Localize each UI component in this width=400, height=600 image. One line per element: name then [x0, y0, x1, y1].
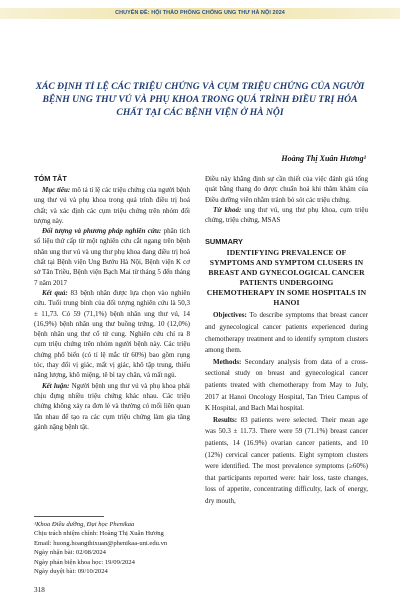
objectives-text-en: To describe symptoms that breast cancer and gynecological cancer patients experienced during chemotherapy treatment and to identify symptom clusters among them.	[205, 311, 368, 355]
footnote-divider	[34, 516, 104, 517]
footnote-approved-date: Ngày duyệt bài: 09/10/2024	[34, 568, 108, 576]
author-name: Hoàng Thị Xuân Hương¹	[281, 154, 366, 163]
objectives-paragraph-en	[205, 310, 368, 356]
journal-header-label: CHUYÊN ĐỀ: HỘI THẢO PHÒNG CHỐNG UNG THƯ HÀ NỘI 2024	[115, 10, 285, 16]
summary-heading-vn: TÓM TẮT	[34, 174, 67, 183]
article-title-vietnamese: XÁC ĐỊNH TỈ LỆ CÁC TRIỆU CHỨNG VÀ CỤM TRIỆU CHỨNG CỦA NGƯỜI BỆNH UNG THƯ VÚ VÀ PHỤ KHOA TRONG QUÁ TRÌNH ĐIỀU TRỊ HÓA CHẤT TẠI CÁC BỆNH VIỆN Ở HÀ NỘI	[35, 81, 365, 118]
summary-heading-en: SUMMARY	[205, 237, 243, 247]
journal-header-bar	[0, 8, 400, 19]
objective-paragraph-vn	[34, 185, 190, 226]
methods-text-en: Secondary analysis from data of a cross-sectional study on breast and gynecological cancer patients treated with chemotherapy from May to July, 2017 at Hanoi Oncology Hospital, Tan Trieu Campus of K Hospital, and Bach Mai hospital.	[205, 357, 368, 413]
right-column	[205, 174, 368, 508]
objective-text-vn: mô tả tỉ lệ các triệu chứng của người bệnh ung thư vú và phụ khoa trong quá trình điều trị hoá chất; và xác định các cụm triệu chứng trên nhóm đối tượng này.	[34, 186, 190, 225]
methods-label-en: Methods:	[213, 357, 242, 366]
results-text-en: 83 patients were selected. Their mean age was 50.3 ± 11.73. There were 59 (71.1%) breast cancer patients, 14 (16.9%) ovarian cancer patients, and 10 (12%) cervical cancer patients. Eight symptom clusters were identified. The most prevalence symptoms (≥60%) that participants reported were: hair loss, taste changes, loss of appetite, concentrating difficulty, lack of energy, dry mouth,	[205, 415, 368, 505]
footnote-received-date: Ngày nhận bài: 02/08/2024	[34, 549, 106, 557]
article-title-english: IDENTIFYING PREVALENCE OF SYMPTOMS AND SYMPTOM CLUSERS IN BREAST AND GYNECOLOGICAL CANCER PATIENTS UNDERGOING CHEMOTHERAPY IN SOME HOSPITALS IN HANOI	[206, 248, 367, 308]
keywords-label-vn: Từ khoá:	[213, 205, 242, 214]
results-label-en: Results:	[213, 415, 238, 424]
conclusion-label-vn: Kết luận:	[42, 381, 70, 390]
left-column	[34, 174, 190, 432]
results-text-vn: 83 bệnh nhân được lựa chọn vào nghiên cứu. Tuổi trung bình của đối tượng nghiên cứu là 50,3 ± 11,73. Có 59 (71,1%) bệnh nhân ung thư vú, 14 (16,9%) bệnh nhân ung thư buồng trứng, 10 (12,0%) bệnh nhân ung thư cổ tử cung. Nghiên cứu chỉ ra 8 cụm triệu chứng trên nhóm người bệnh này. Các triệu chứng phổ biến (có tỉ lệ mắc từ 60%) bao gồm rụng tóc, thay đổi vị giác, mất vị giác, khô tập trung, thiếu năng lượng, khô miệng, tê bì tay chân, và mất ngủ.	[34, 288, 190, 380]
conclusion-paragraph-vn	[34, 381, 190, 432]
methods-paragraph-en	[205, 357, 368, 415]
footnote-email: Email: huong.hoangthixuan@phenikaa-uni.edu.vn	[34, 539, 168, 547]
conclusion-continued-vn: Điều này khẳng định sự cần thiết của việc đánh giá tổng quát bằng thang đo được chuẩn hoá khi thăm khám của Điều dưỡng viên nhằm tránh bỏ sót các triệu chứng.	[205, 175, 368, 204]
methods-label-vn: Đối tượng và phương pháp nghiên cứu:	[42, 227, 162, 236]
conclusion-text-vn: Người bệnh ung thư vú và phụ khoa phải chịu đựng nhiều triệu chứng khác nhau. Các triệu chứng không xảy ra đơn lẻ và thường có mối liên quan lẫn nhau để tạo ra các cụm triệu chứng làm gia tăng gánh nặng bệnh tật.	[34, 381, 190, 431]
objective-label-vn: Mục tiêu:	[42, 186, 71, 194]
footnote-review-date: Ngày phản biện khoa học: 19/09/2024	[34, 558, 135, 566]
results-label-vn: Kết quả:	[42, 288, 68, 297]
footnote-responsible-author: Chịu trách nhiệm chính: Hoàng Thị Xuân Hương	[34, 530, 164, 538]
methods-text-vn: phân tích số liệu thứ cấp từ một nghiên cứu cắt ngang trên bệnh nhân ung thư vú và ung thư phụ khoa đang điều trị hoá chất tại Bệnh viện Ung Bướu Hà Nội, Bệnh viện K cơ sở Tân Triều, Bệnh viện Bạch Mai từ tháng 5 đến tháng 7 năm 2017	[34, 227, 191, 287]
objectives-label-en: Objectives:	[213, 311, 247, 320]
results-paragraph-en	[205, 415, 368, 508]
footnotes	[34, 520, 190, 576]
results-paragraph-vn	[34, 288, 190, 381]
footnote-affiliation: ¹Khoa Điều dưỡng, Đại học Phenikaa	[34, 521, 135, 528]
page-number: 318	[34, 586, 45, 594]
keywords-paragraph-vn	[205, 205, 368, 226]
keywords-text-vn: ung thư vú, ung thư phụ khoa, cụm triệu chứng, triệu chứng, MSAS	[205, 205, 368, 225]
methods-paragraph-vn	[34, 226, 190, 288]
